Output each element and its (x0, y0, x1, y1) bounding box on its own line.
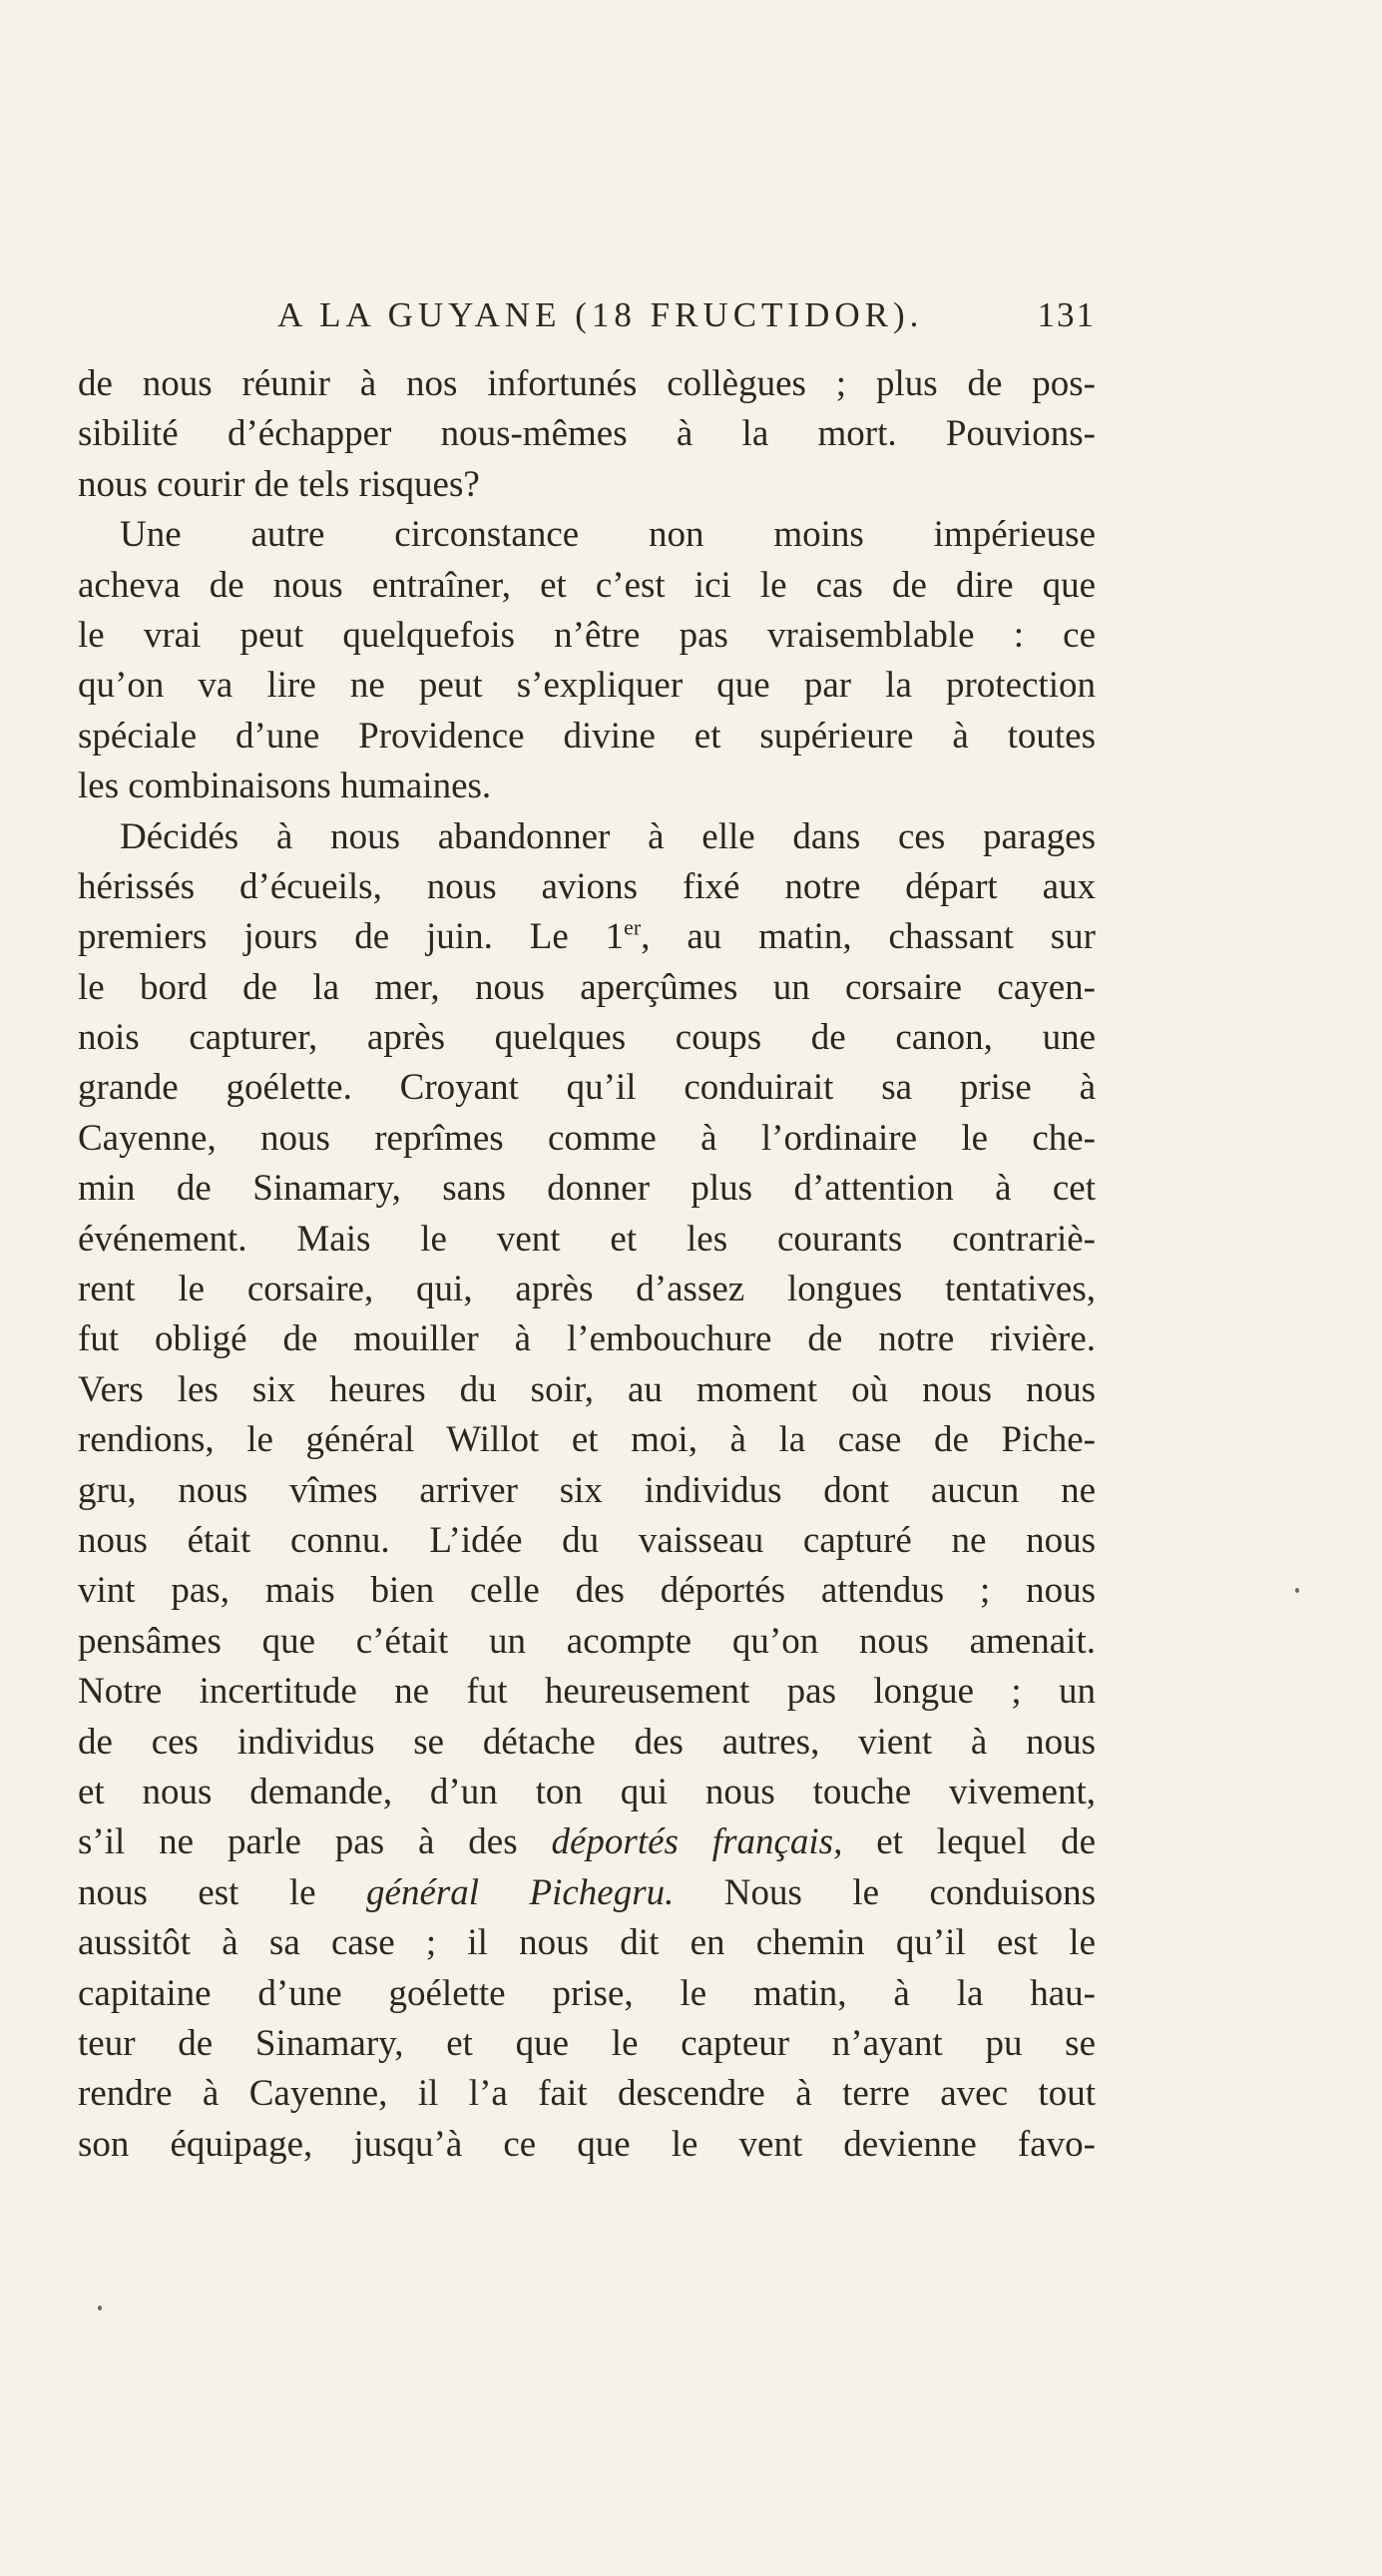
text-line (78, 1063, 1096, 1113)
text-line (78, 1817, 1096, 1867)
italic-run: déportés français, (551, 1821, 843, 1863)
text-line (78, 1516, 1096, 1566)
text-line (78, 1265, 1096, 1314)
text-line (78, 460, 1096, 510)
text-line-content: Notre incertitude ne fut heureusement pas longue ; un (78, 1671, 1096, 1713)
text-line (78, 359, 1096, 409)
text-line (78, 862, 1096, 912)
text-line (78, 2019, 1096, 2069)
text-line-content (78, 916, 1096, 957)
text-line-content: gru, nous vîmes arriver six individus dont aucun ne (78, 1469, 1096, 1511)
text-line-content: Vers les six heures du soir, au moment où nous nous (78, 1368, 1096, 1410)
text-line-content: acheva de nous entraîner, et c’est ici le cas de dire que (78, 564, 1096, 606)
text-line-content: vint pas, mais bien celle des déportés attendus ; nous (78, 1570, 1096, 1612)
text-line (78, 1969, 1096, 2019)
text-line-content: le bord de la mer, nous aperçûmes un corsaire cayen- (78, 966, 1096, 1008)
text-line-content: sibilité d’échapper nous-mêmes à la mort. Pouvions- (78, 413, 1096, 455)
text-line (78, 2120, 1096, 2170)
text-line-content: rendre à Cayenne, il l’a fait descendre à terre avec tout (78, 2073, 1096, 2115)
text-line (78, 1215, 1096, 1265)
text-line-content: hérissés d’écueils, nous avions fixé notre départ aux (78, 865, 1096, 907)
text-line (78, 2069, 1096, 2119)
text-line (78, 1718, 1096, 1768)
text-line (78, 1365, 1096, 1415)
text-run: et lequel de (842, 1821, 1097, 1863)
text-line-content: capitaine d’une goélette prise, le matin, à la hau- (78, 1972, 1096, 2014)
running-title: A LA GUYANE (18 FRUCTIDOR). (277, 295, 924, 334)
text-line (78, 409, 1096, 459)
text-line-content: nous était connu. L’idée du vaisseau capturé ne nous (78, 1519, 1096, 1561)
text-line-content (78, 1872, 1096, 1913)
italic-run: général Pichegru. (366, 1871, 675, 1913)
text-line-content: min de Sinamary, sans donner plus d’attention à cet (78, 1168, 1096, 1210)
text-line-content: aussitôt à sa case ; il nous dit en chemin qu’il est le (78, 1922, 1096, 1964)
text-line (78, 1868, 1096, 1918)
text-run: s’il ne parle pas à des (78, 1821, 552, 1863)
text-line (78, 661, 1096, 711)
text-line-content: fut obligé de mouiller à l’embouchure de notre rivière. (78, 1318, 1096, 1360)
text-line (78, 812, 1096, 862)
text-line-content: spéciale d’une Providence divine et supérieure à toutes (78, 715, 1096, 757)
text-line-content: rent le corsaire, qui, après d’assez longues tentatives, (78, 1269, 1096, 1310)
text-line-content: de nous réunir à nos infortunés collègues ; plus de pos- (78, 363, 1096, 404)
body-text (78, 359, 1096, 2170)
text-line-content: Cayenne, nous reprîmes comme à l’ordinaire le che- (78, 1117, 1096, 1159)
text-line-content: nous courir de tels risques? (78, 463, 480, 505)
text-line (78, 1566, 1096, 1616)
text-line (78, 1013, 1096, 1063)
text-line (78, 1918, 1096, 1968)
text-line-content: le vrai peut quelquefois n’être pas vraisemblable : ce (78, 614, 1096, 656)
text-line (78, 1314, 1096, 1364)
text-line-content: grande goélette. Croyant qu’il conduirait sa prise à (78, 1067, 1096, 1109)
text-line-content: les combinaisons humaines. (78, 766, 492, 807)
text-line-content: teur de Sinamary, et que le capteur n’ayant pu se (78, 2022, 1096, 2064)
text-line-content: son équipage, jusqu’à ce que le vent devienne favo- (78, 2123, 1096, 2165)
text-run: Nous le conduisons (674, 1871, 1096, 1913)
text-line-content: nois capturer, après quelques coups de canon, une (78, 1017, 1096, 1059)
text-line (78, 1617, 1096, 1667)
superscript: er (624, 914, 642, 940)
paper-speck (1295, 1588, 1299, 1593)
text-line (78, 1466, 1096, 1516)
text-run: nous est le (78, 1871, 367, 1913)
text-run: , au matin, chassant sur (641, 916, 1097, 958)
text-line-content: rendions, le général Willot et moi, à la case de Piche- (78, 1419, 1096, 1461)
text-run: premiers jours de juin. Le 1 (78, 916, 625, 958)
text-line-content (78, 1821, 1096, 1862)
text-line-content: qu’on va lire ne peut s’expliquer que par la protection (78, 665, 1096, 707)
text-line-content: événement. Mais le vent et les courants contrariè- (78, 1218, 1096, 1260)
text-line (78, 561, 1096, 611)
text-line-content: Décidés à nous abandonner à elle dans ces parages (120, 815, 1096, 857)
text-line (78, 1114, 1096, 1164)
text-line (78, 912, 1096, 962)
page-number: 131 (1037, 295, 1096, 334)
text-line (78, 1164, 1096, 1214)
text-line-content: de ces individus se détache des autres, vient à nous (78, 1721, 1096, 1763)
text-line (78, 1768, 1096, 1817)
text-line-content: et nous demande, d’un ton qui nous touche vivement, (78, 1771, 1096, 1812)
running-head (78, 292, 1096, 338)
text-line (78, 611, 1096, 661)
text-line (78, 1415, 1096, 1465)
text-line (78, 510, 1096, 560)
text-line (78, 762, 1096, 811)
text-line-content: pensâmes que c’était un acompte qu’on nous amenait. (78, 1620, 1096, 1662)
text-line (78, 712, 1096, 762)
text-line (78, 1667, 1096, 1717)
paper-speck (98, 2306, 102, 2311)
text-line (78, 963, 1096, 1013)
text-line-content: Une autre circonstance non moins impérieuse (120, 514, 1096, 556)
